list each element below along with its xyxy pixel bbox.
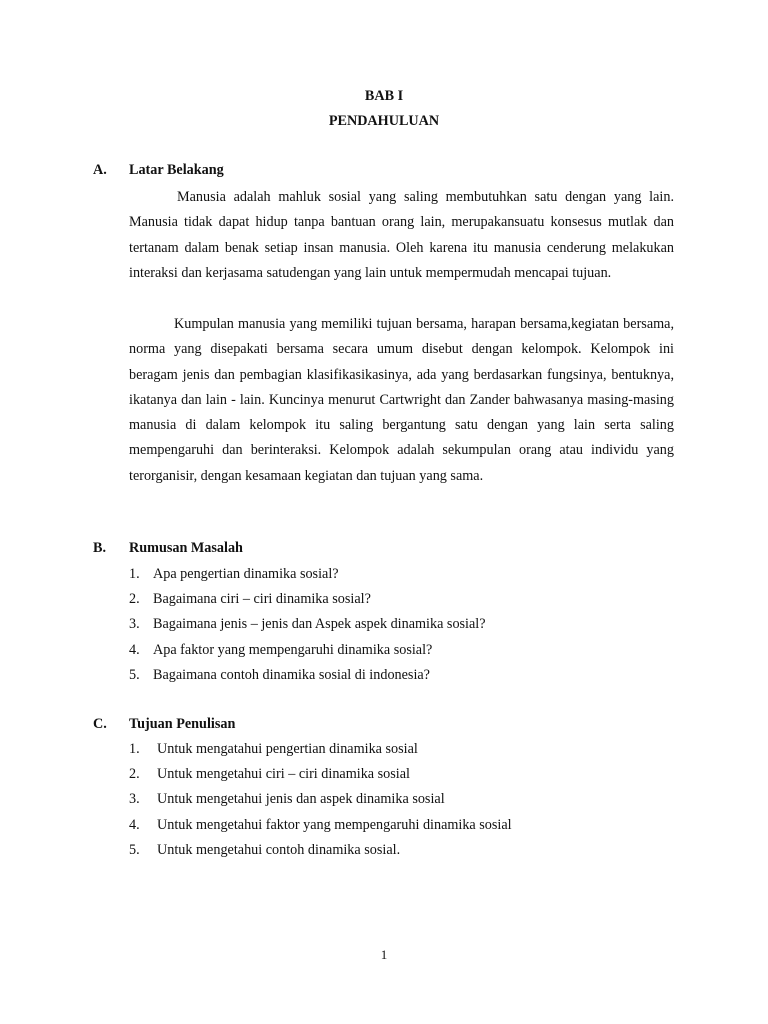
list-item-text: Apa pengertian dinamika sosial? (153, 566, 339, 582)
list-item (129, 838, 512, 863)
list-item-text: Apa faktor yang mempengaruhi dinamika sosial? (153, 641, 433, 658)
section-c-title: Tujuan Penulisan (129, 716, 236, 732)
list-item-text: Untuk mengatahui pengertian dinamika sosial (157, 741, 418, 757)
list-item-text: Bagaimana ciri – ciri dinamika sosial? (153, 591, 371, 608)
chapter-title: PENDAHULUAN (328, 113, 440, 129)
list-item-number: 5. (129, 841, 140, 858)
list-item (129, 562, 486, 587)
list-item-number: 1. (129, 566, 140, 582)
paragraph-2: Kumpulan manusia yang memiliki tujuan bersama, harapan bersama,kegiatan bersama, norma yang disepakati bersama secara umum disebut dengan kelompok. Kelompok ini beragam jenis dan pembagian klasifikasikasinya, ada yang berdasarkan fungsinya, bentuknya, ikatanya dan lain - lain. Kuncinya menurut Cartwright dan Zander bahwasanya masing-masing manusia di dalam kelompok itu saling bergantung satu dengan yang lain serta saling mempengaruhi dan berinteraksi. Kelompok adalah sekumpulan orang atau individu yang terorganisir, dengan kesamaan kegiatan dan tujuan yang sama. (129, 316, 674, 484)
section-b-heading (93, 540, 243, 557)
section-c-heading (93, 716, 235, 733)
list-item-number: 3. (129, 616, 140, 633)
chapter-label: BAB I (364, 88, 404, 104)
list-item-text: Untuk mengetahui jenis dan aspek dinamika sosial (157, 791, 445, 808)
list-item (129, 638, 486, 663)
section-a-title: Latar Belakang (129, 162, 224, 178)
research-questions-list (129, 562, 486, 688)
list-item-number: 3. (129, 791, 140, 808)
list-item (129, 813, 512, 838)
list-item (129, 612, 486, 637)
list-item-text: Untuk mengetahui contoh dinamika sosial. (157, 841, 401, 858)
list-item-number: 4. (129, 641, 140, 658)
list-item-text: Bagaimana jenis – jenis dan Aspek aspek dinamika sosial? (153, 616, 486, 633)
section-a-heading (93, 162, 224, 179)
paragraph-1: Manusia adalah mahluk sosial yang saling membutuhkan satu dengan yang lain. Manusia tidak dapat hidup tanpa bantuan orang lain, merupakansuatu konsesus mutlak dan tertanam dalam benak setiap insan manusia. Oleh karena itu manusia cenderung melakukan interaksi dan kerjasama satudengan yang lain untuk mempermudah mencapai tujuan. (129, 189, 674, 281)
list-item (129, 587, 486, 612)
list-item-number: 2. (129, 591, 140, 608)
section-a-letter: A. (93, 162, 107, 178)
page-number: 1 (380, 947, 388, 962)
list-item (129, 762, 512, 787)
list-item-text: Bagaimana contoh dinamika sosial di indonesia? (153, 666, 430, 683)
list-item-text: Untuk mengetahui ciri – ciri dinamika sosial (157, 766, 410, 783)
writing-objectives-list (129, 737, 512, 863)
list-item-number: 2. (129, 766, 140, 783)
section-b-title: Rumusan Masalah (129, 540, 243, 556)
section-b-letter: B. (93, 540, 107, 556)
list-item (129, 663, 486, 688)
list-item-number: 4. (129, 816, 140, 833)
list-item-number: 1. (129, 741, 140, 757)
list-item (129, 787, 512, 812)
list-item (129, 737, 512, 762)
section-c-letter: C. (93, 716, 107, 732)
list-item-text: Untuk mengetahui faktor yang mempengaruhi dinamika sosial (157, 816, 512, 833)
list-item-number: 5. (129, 666, 140, 683)
